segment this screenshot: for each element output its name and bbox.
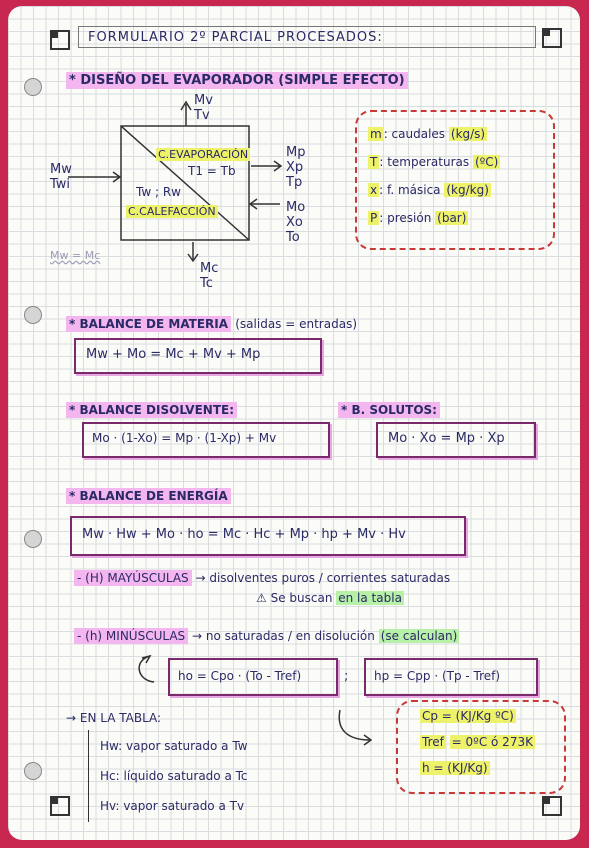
page-title: FORMULARIO 2º PARCIAL PROCESADOS: [88, 30, 383, 45]
label-to: To [286, 230, 300, 245]
label-mo: Mo [286, 200, 306, 215]
minusculas-line: - (h) MINÚSCULAS → no saturadas / en disolución (se calculan) [74, 630, 459, 642]
label-tv: Tv [194, 108, 210, 123]
label-twi: Twi [50, 177, 71, 192]
units-cp: Cp = (KJ/Kg ºC) [422, 709, 514, 723]
tabla-heading: → EN LA TABLA: [66, 711, 162, 725]
corner-mark-icon [50, 796, 70, 816]
warning-icon: ⚠ Se buscan [256, 591, 333, 605]
solutos-equation: Mo · Xo = Mp · Xp [388, 431, 505, 446]
arrow-icon [334, 706, 378, 750]
solutos-heading: * B. SOLUTOS: [338, 404, 440, 416]
legend-row-p: P : presión (bar) [370, 211, 467, 225]
disolvente-heading: * BALANCE DISOLVENTE: [66, 404, 237, 416]
label-mv: Mv [194, 93, 213, 108]
label-tp: Tp [286, 175, 303, 190]
mayusculas-line: - (H) MAYÚSCULAS → disolventes puros / corrientes saturadas [74, 572, 450, 584]
energia-equation: Mw · Hw + Mo · ho = Mc · Hc + Mp · hp + Mv · Hv [82, 527, 406, 542]
note-mw-mc: Mw = Mc [50, 249, 101, 262]
evaporator-heading: * DISEÑO DEL EVAPORADOR (SIMPLE EFECTO) [66, 74, 408, 87]
legend-row-m: m : caudales (kg/s) [370, 127, 486, 141]
label-xp: Xp [286, 160, 304, 175]
label-mp: Mp [286, 145, 306, 160]
energia-heading: * BALANCE DE ENERGÍA [66, 490, 231, 502]
tabla-note-line: ⚠ Se buscan en la tabla [256, 591, 402, 605]
label-xo: Xo [286, 215, 303, 230]
tabla-item: Hv: vapor saturado a Tv [100, 799, 245, 813]
legend-row-x: x : f. másica (kg/kg) [370, 183, 489, 197]
label-c-evaporacion: C.EVAPORACIÓN [158, 148, 249, 161]
notebook-page [8, 6, 580, 840]
units-h: h = (KJ/Kg) [422, 761, 488, 775]
tabla-bracket [88, 730, 95, 822]
binder-hole-icon [24, 530, 42, 548]
binder-hole-icon [24, 306, 42, 324]
label-tc: Tc [200, 276, 213, 291]
label-c-calefaccion: C.CALEFACCIÓN [128, 205, 216, 218]
units-tref: Tref = 0ºC ó 273K [422, 735, 533, 749]
label-mc: Mc [200, 261, 219, 276]
materia-heading: * BALANCE DE MATERIA (salidas = entradas) [66, 318, 357, 330]
arrow-icon: → [66, 711, 77, 725]
label-t1-tb: T1 = Tb [188, 164, 236, 178]
binder-hole-icon [24, 762, 42, 780]
label-tw-rw: Tw ; Rw [136, 185, 181, 199]
ho-equation: ho = Cpo · (To - Tref) [178, 669, 302, 683]
materia-equation: Mw + Mo = Mc + Mv + Mp [86, 347, 261, 362]
corner-mark-icon [542, 796, 562, 816]
equation-separator: ; [344, 669, 349, 684]
tabla-item: Hc: líquido saturado a Tc [100, 769, 248, 783]
hp-equation: hp = Cpp · (Tp - Tref) [374, 669, 501, 683]
tabla-item: Hw: vapor saturado a Tw [100, 739, 248, 753]
legend-row-t: T : temperaturas (ºC) [370, 155, 499, 169]
disolvente-equation: Mo · (1-Xo) = Mp · (1-Xp) + Mv [92, 431, 277, 445]
arrow-icon [130, 652, 170, 692]
label-mw: Mw [50, 162, 72, 177]
